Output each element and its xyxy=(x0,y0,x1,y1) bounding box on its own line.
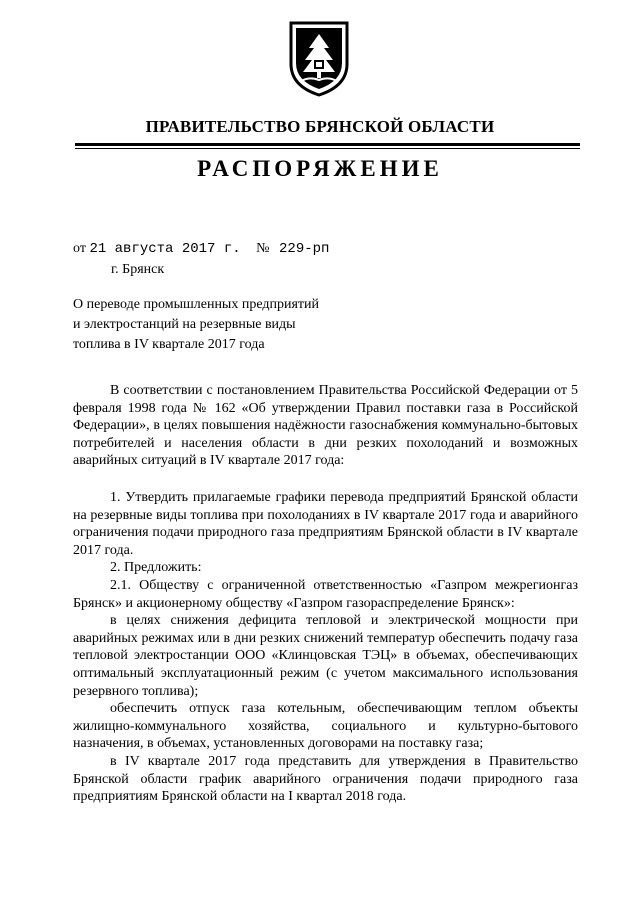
document-type: РАСПОРЯЖЕНИЕ xyxy=(197,156,443,181)
body-paragraph: 2.1. Обществу с ограниченной ответственностью «Газпром межрегионгаз Брянск» и акционерному обществу «Газпром газораспределение Брянск»: xyxy=(73,577,578,611)
document-meta xyxy=(73,241,329,257)
subject-line: топлива в IV квартале 2017 года xyxy=(73,337,265,352)
coat-of-arms-icon xyxy=(288,20,350,98)
document-city: г. Брянск xyxy=(111,262,165,277)
government-title: ПРАВИТЕЛЬСТВО БРЯНСКОЙ ОБЛАСТИ xyxy=(145,117,495,136)
body-paragraph: 1. Утвердить прилагаемые графики перевода предприятий Брянской области на резервные виды топлива при похолоданиях в IV квартале 2017 года и аварийного ограничения подачи природного газа предприятиям Брянской области в IV квартале 2017 года. xyxy=(73,490,578,558)
preamble-paragraph: В соответствии с постановлением Правительства Российской Федерации от 5 февраля 1998 года № 162 «Об утверждении Правил поставки газа в Российской Федерации», в целях повышения надёжности газоснабжения коммунально-бытовых потребителей и населения области в дни резких похолоданий и возможных аварийных ситуаций в IV квартале 2017 года: xyxy=(73,383,578,469)
subject-line: О переводе промышленных предприятий xyxy=(73,297,320,312)
body-paragraph: в IV квартале 2017 года представить для утверждения в Правительство Брянской области график аварийного ограничения подачи природного газа предприятиям Брянской области на I квартал 2018 года. xyxy=(73,753,578,805)
body-paragraph: обеспечить отпуск газа котельным, обеспечивающим теплом объекты жилищно-коммунального хозяйства, социального и культурно-бытового назначения, в объемах, установленных договорами на поставку газа; xyxy=(73,701,578,752)
document-date: 21 августа 2017 г. xyxy=(89,241,241,257)
number-sign: № xyxy=(256,241,270,256)
preamble xyxy=(73,382,578,470)
date-prefix: от xyxy=(73,241,86,256)
document-number: 229-рп xyxy=(279,241,330,257)
body-paragraph: 2. Предложить: xyxy=(110,560,202,576)
header-rule-thin xyxy=(75,148,580,149)
subject-line: и электростанций на резервные виды xyxy=(73,317,296,332)
document-subject xyxy=(73,295,343,355)
body-paragraph: в целях снижения дефицита тепловой и электрической мощности при аварийных режимах или в дни резких снижений температур обеспечить подачу газа тепловой электростанции ООО «Клинцовская ТЭЦ» в объемах, обеспечивающих оптимальный эксплуатационный режим (с учетом максимального использования резервного топлива); xyxy=(73,613,578,699)
document-body xyxy=(73,489,578,806)
header-rule-thick xyxy=(75,143,580,146)
